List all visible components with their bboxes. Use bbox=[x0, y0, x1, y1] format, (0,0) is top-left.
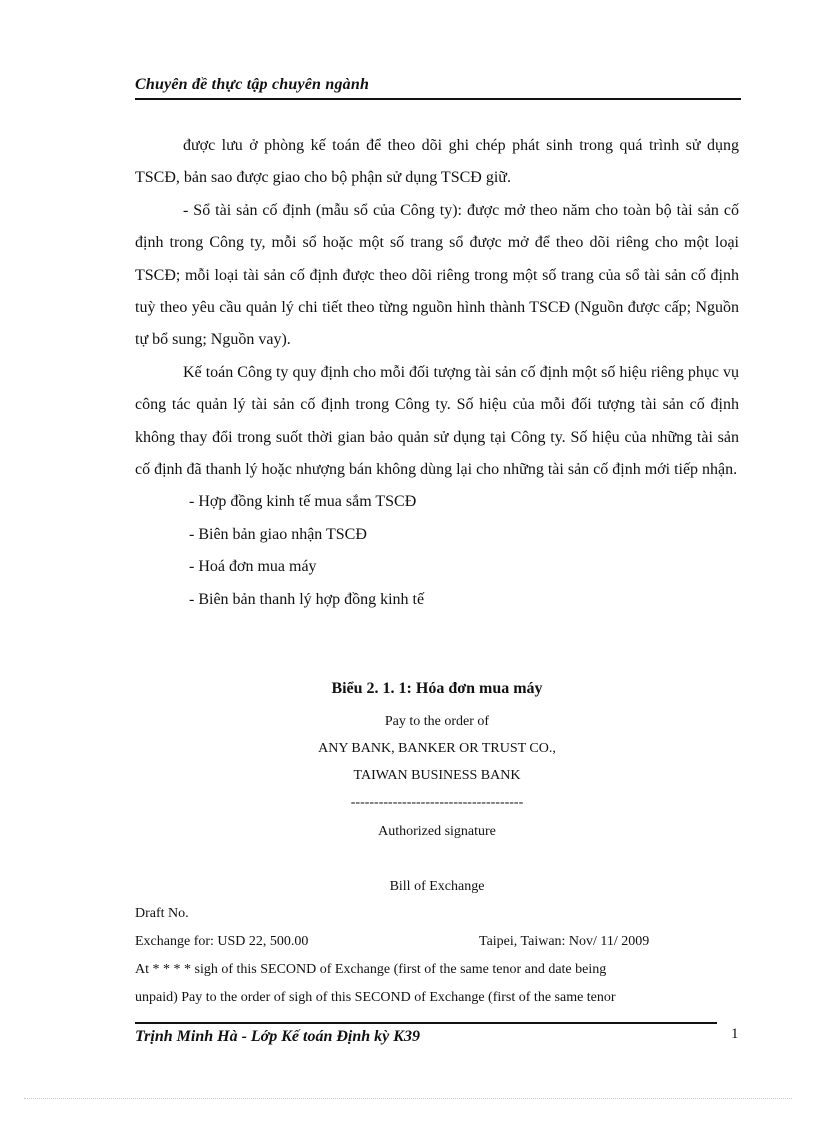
exchange-text-line: At * * * * sigh of this SECOND of Exchange (first of the same tenor and date being bbox=[135, 962, 607, 977]
place-date: Taipei, Taiwan: Nov/ 11/ 2009 bbox=[479, 934, 650, 949]
header-title: Chuyên đề thực tập chuyên ngành bbox=[135, 76, 370, 93]
page-number: 1 bbox=[731, 1026, 739, 1042]
document-list bbox=[135, 486, 739, 616]
footer-author: Trịnh Minh Hà - Lớp Kế toán Định kỳ K39 bbox=[135, 1028, 420, 1045]
bill-of-exchange-title: Bill of Exchange bbox=[389, 879, 485, 894]
exchange-amount: Exchange for: USD 22, 500.00 bbox=[135, 934, 309, 949]
draft-number: Draft No. bbox=[135, 906, 189, 921]
list-item: - Biên bản thanh lý hợp đồng kinh tế bbox=[189, 590, 425, 608]
exchange-line bbox=[135, 934, 739, 950]
authorized-signature: Authorized signature bbox=[378, 824, 496, 839]
list-item: - Hoá đơn mua máy bbox=[189, 558, 317, 576]
signature-line: ------------------------------------- bbox=[350, 795, 524, 810]
bank-name-line: ANY BANK, BANKER OR TRUST CO., bbox=[318, 741, 556, 756]
paragraph-2: - Sổ tài sản cố định (mẫu sổ của Công ty): được mở theo năm cho toàn bộ tài sản cố định trong Công ty, mỗi sổ hoặc một số trang sổ được mở để theo dõi riêng cho một loại TSCĐ; mỗi loại tài sản cố định được theo dõi riêng trong một số trang của sổ tài sản cố định tuỳ theo yêu cầu quản lý chi tiết theo từng nguồn hình thành TSCĐ (Nguồn được cấp; Nguồn tự bổ sung; Nguồn vay). bbox=[135, 201, 739, 349]
header-rule bbox=[135, 98, 741, 100]
exchange-text-line: unpaid) Pay to the order of sigh of this SECOND of Exchange (first of the same tenor bbox=[135, 990, 616, 1005]
pay-to-line: Pay to the order of bbox=[384, 714, 490, 729]
list-item: - Biên bản giao nhận TSCĐ bbox=[189, 525, 367, 543]
page-border bbox=[24, 1098, 792, 1099]
footer-rule bbox=[135, 1022, 717, 1024]
paragraph-1: được lưu ở phòng kế toán để theo dõi ghi chép phát sinh trong quá trình sử dụng TSCĐ, bản sao được giao cho bộ phận sử dụng TSCĐ giữ. bbox=[135, 137, 739, 187]
paragraph-3: Kế toán Công ty quy định cho mỗi đối tượng tài sản cố định một số hiệu riêng phục vụ công tác quản lý tài sản cố định trong Công ty. Số hiệu của mỗi đối tượng tài sản cố định không thay đổi trong suốt thời gian bảo quản sử dụng tại Công ty. Số hiệu của những tài sản cố định đã thanh lý hoặc nhượng bán không dùng lại cho những tài sản cố định mới tiếp nhận. bbox=[135, 363, 739, 479]
bank-name-line-2: TAIWAN BUSINESS BANK bbox=[353, 768, 521, 783]
form-title: Biểu 2. 1. 1: Hóa đơn mua máy bbox=[331, 680, 543, 697]
body-text bbox=[135, 130, 739, 616]
list-item: - Hợp đồng kinh tế mua sắm TSCĐ bbox=[189, 493, 417, 511]
